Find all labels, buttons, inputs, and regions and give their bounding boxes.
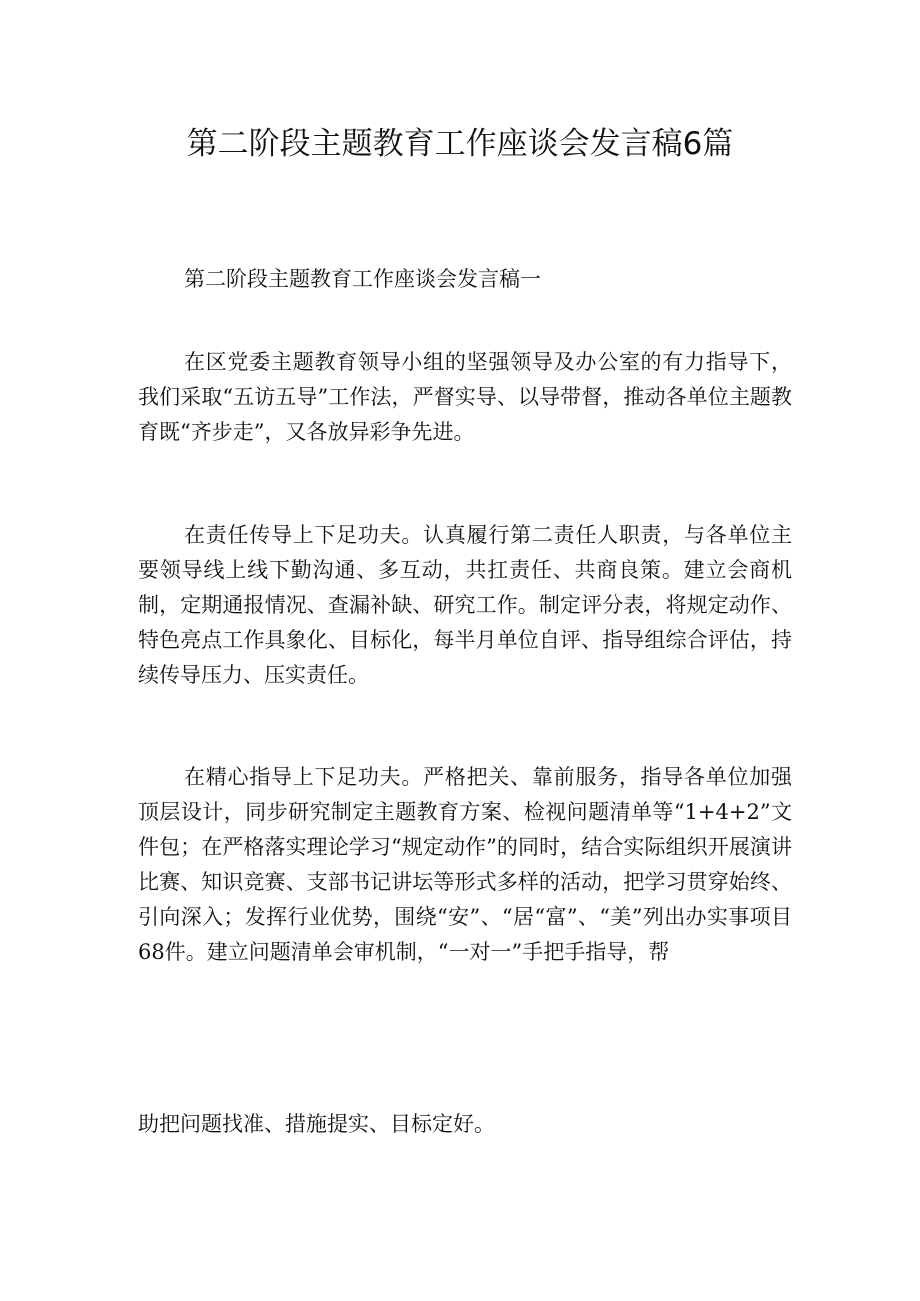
section-subtitle: 第二阶段主题教育工作座谈会发言稿一 (184, 267, 541, 291)
paragraph-2: 在责任传导上下足功夫。认真履行第二责任人职责，与各单位主要领导线上线下勤沟通、多互动，共扛责任、共商良策。建立会商机制，定期通报情况、查漏补缺、研究工作。制定评分表，将规定动作、特色亮点工作具象化、目标化，每半月单位自评、指导组综合评估，持续传导压力、压实责任。 (138, 523, 792, 687)
paragraph-1: 在区党委主题教育领导小组的坚强领导及办公室的有力指导下，我们采取“五访五导”工作法，严督实导、以导带督，推动各单位主题教育既“齐步走”，又各放异彩争先进。 (138, 350, 792, 444)
paragraph-4: 助把问题找准、措施提实、目标定好。 (138, 1112, 495, 1136)
paragraph-3: 在精心指导上下足功夫。严格把关、靠前服务，指导各单位加强顶层设计，同步研究制定主题教育方案、检视问题清单等“1+4+2”文件包；在严格落实理论学习“规定动作”的同时，结合实际组织开展演讲比赛、知识竞赛、支部书记讲坛等形式多样的活动，把学习贯穿始终、引向深入；发挥行业优势，围绕“安”、“居“富”、“美”列出办实事项目68件。建立问题清单会审机制，“一对一”手把手指导，帮 (138, 765, 792, 964)
document-title: 第二阶段主题教育工作座谈会发言稿6篇 (186, 126, 734, 162)
